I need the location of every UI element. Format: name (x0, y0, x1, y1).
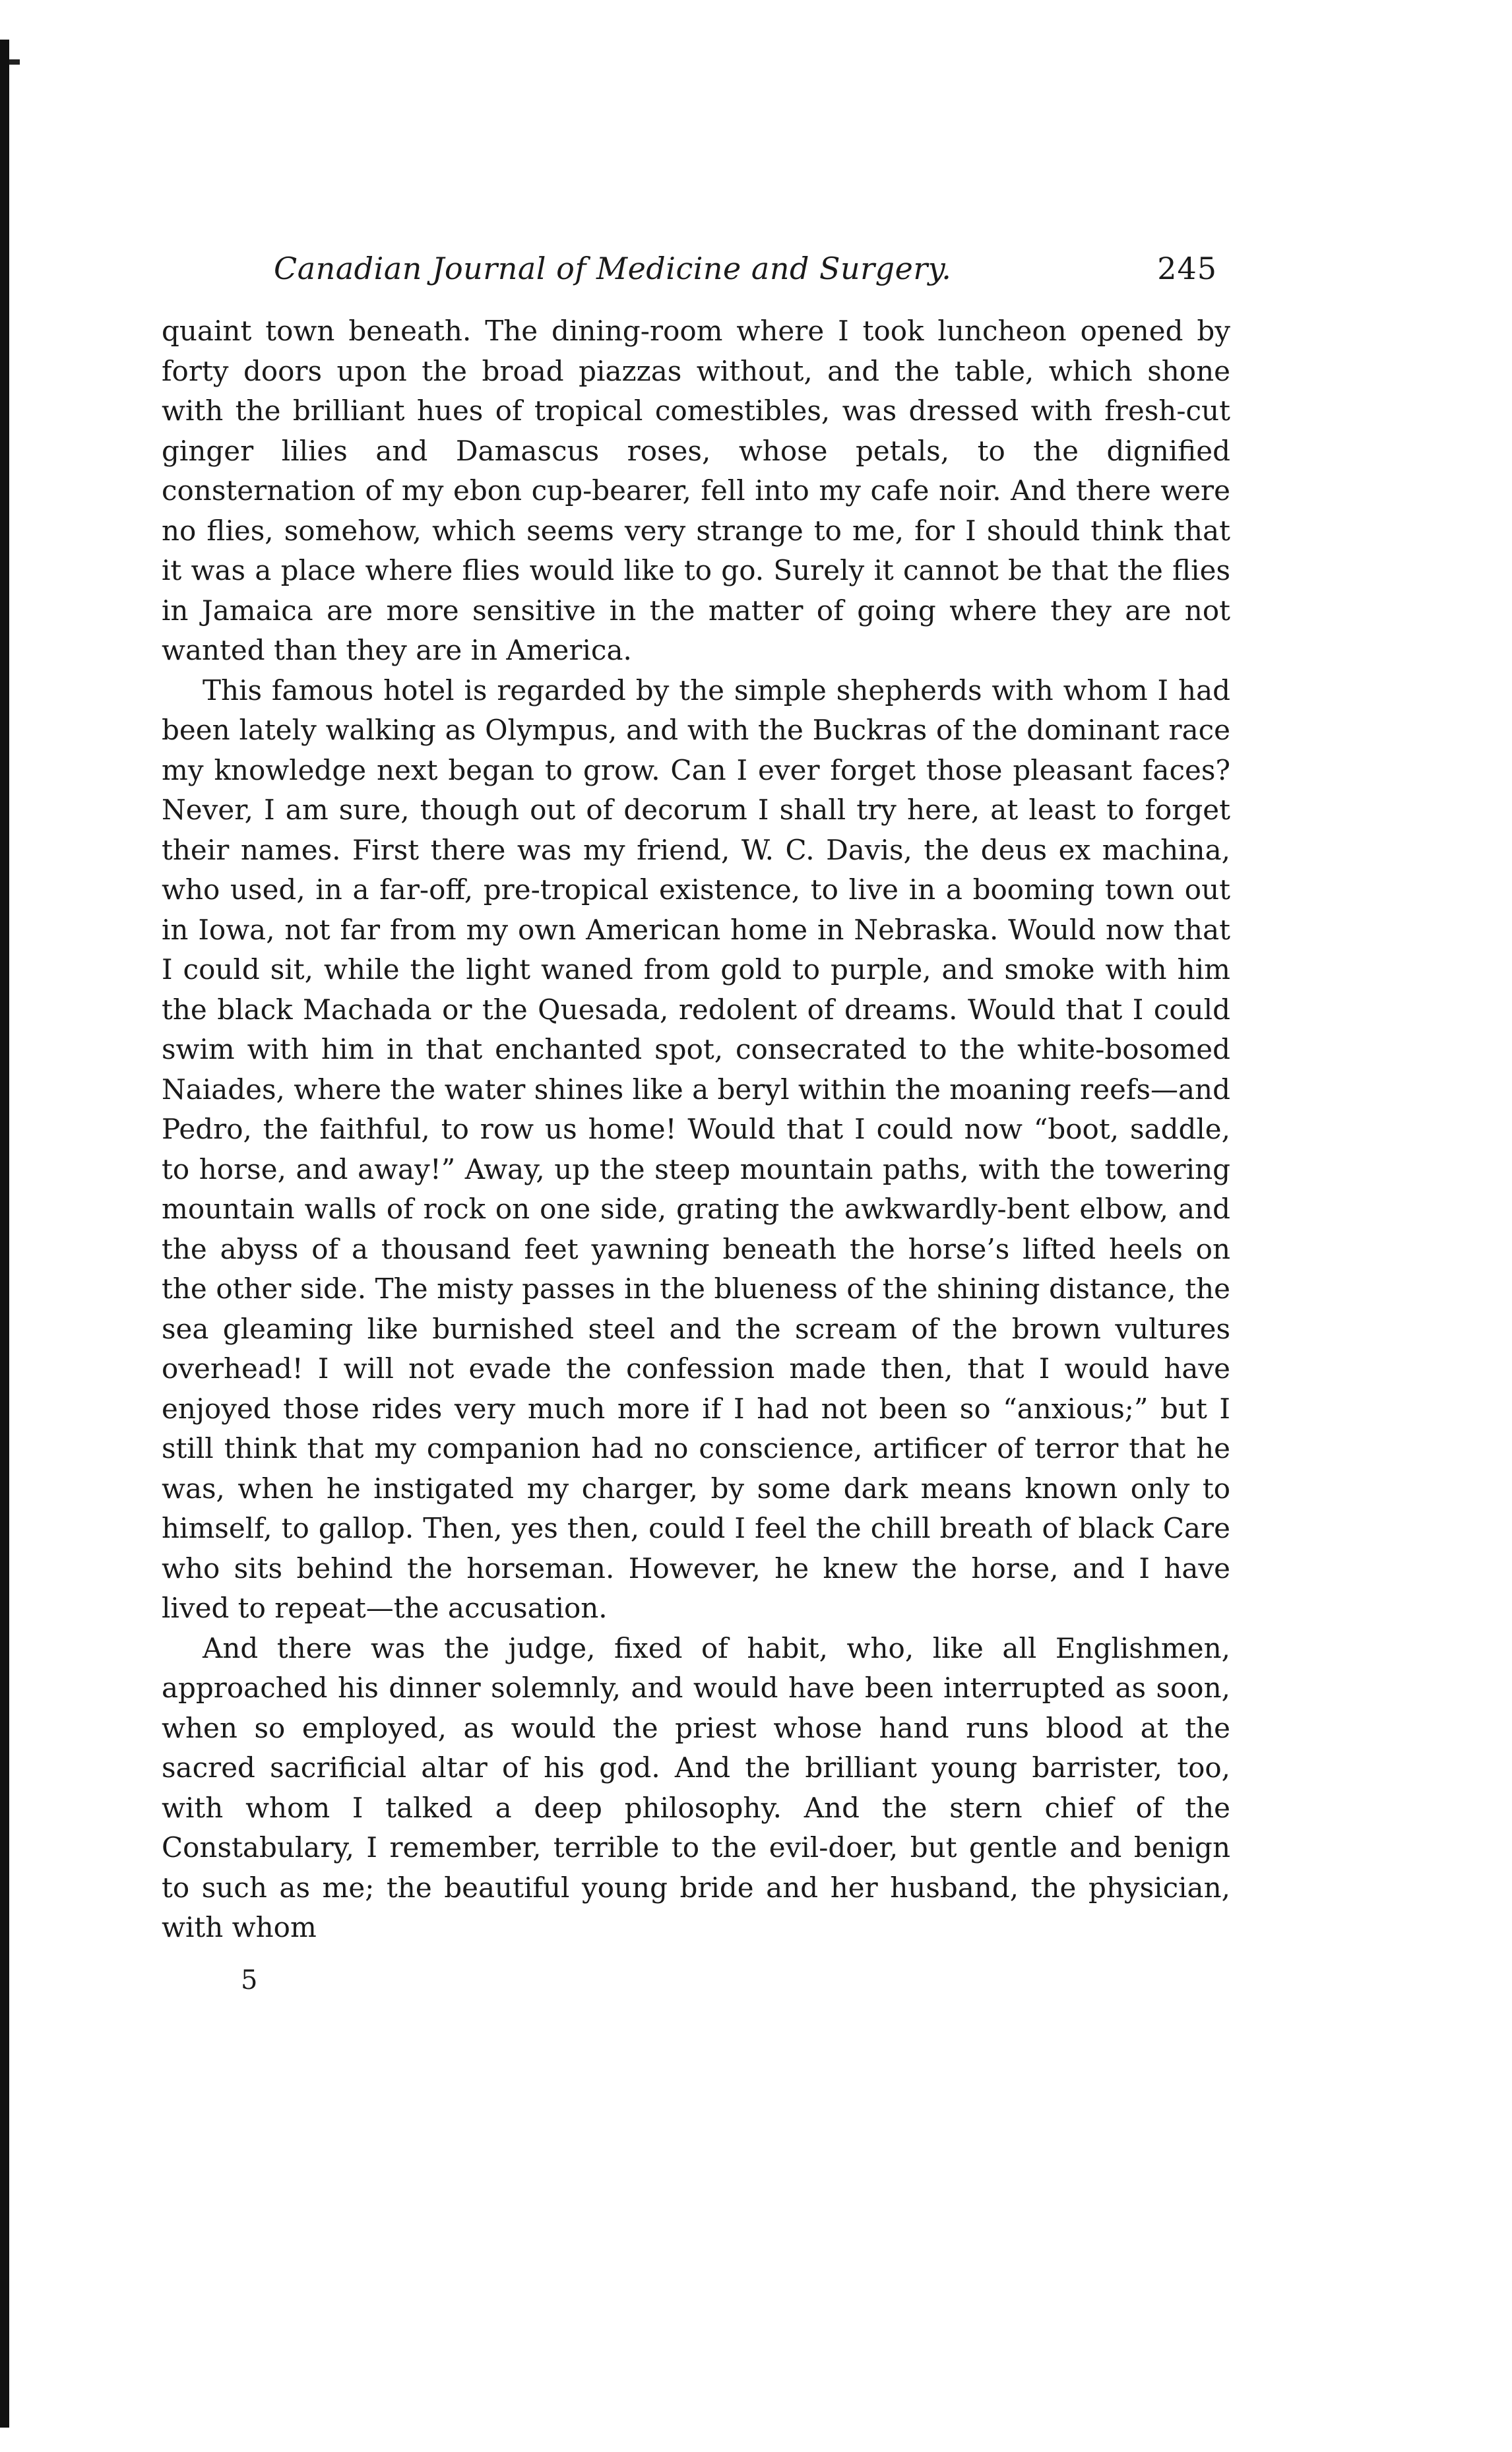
text-body (162, 311, 1230, 1948)
book-page (162, 251, 1230, 1996)
paragraph-2: This famous hotel is regarded by the simple shepherds with whom I had been lately walking as Olympus, and with the Buckras of the dominant race my knowledge next began to grow. Can I ever forget those pleasant faces? Never, I am sure, though out of decorum I shall try here, at least to forget their names. First there was my friend, W. C. Davis, the deus ex machina, who used, in a far-off, pre-tropical existence, to live in a booming town out in Iowa, not far from my own American home in Nebraska. Would now that I could sit, while the light waned from gold to purple, and smoke with him the black Machada or the Quesada, redolent of dreams. Would that I could swim with him in that enchanted spot, consecrated to the white-bosomed Naiades, where the water shines like a beryl within the moaning reefs—and Pedro, the faithful, to row us home! Would that I could now “boot, saddle, to horse, and away!” Away, up the steep mountain paths, with the towering mountain walls of rock on one side, grating the awkwardly-bent elbow, and the abyss of a thousand feet yawning beneath the horse’s lifted heels on the other side. The misty passes in the blueness of the shining distance, the sea gleaming like burnished steel and the scream of the brown vultures overhead! I will not evade the confession made then, that I would have enjoyed those rides very much more if I had not been so “anxious;” but I still think that my companion had no conscience, artificer of terror that he was, when he instigated my charger, by some dark means known only to himself, to gallop. Then, yes then, could I feel the chill breath of black Care who sits behind the horseman. However, he knew the horse, and I have lived to repeat—the accusation. (162, 674, 1230, 1624)
signature-mark: 5 (241, 1965, 258, 1996)
paragraph-1: quaint town beneath. The dining-room where I took luncheon opened by forty doors upon the broad piazzas without, and the table, which shone with the brilliant hues of tropical comestibles, was dressed with fresh-cut ginger lilies and Damascus roses, whose petals, to the dignified consternation of my ebon cup-bearer, fell into my cafe noir. And there were no flies, somehow, which seems very strange to me, for I should think that it was a place where flies would like to go. Surely it cannot be that the flies in Jamaica are more sensitive in the matter of going where they are not wanted than they are in America. (162, 315, 1230, 666)
page-edge-speck (9, 59, 20, 65)
running-header (162, 251, 1230, 286)
running-title: Canadian Journal of Medicine and Surgery. (274, 251, 952, 286)
paragraph-3: And there was the judge, fixed of habit, who, like all Englishmen, approached his dinner solemnly, and would have been interrupted as soon, when so employed, as would the priest whose hand runs blood at the sacred sacrificial altar of his god. And the brilliant young barrister, too, with whom I talked a deep philosophy. And the stern chief of the Constabulary, I remember, terrible to the evil-doer, but gentle and benign to such as me; the beautiful young bride and her husband, the physician, with whom (162, 1631, 1230, 1943)
page-left-edge-shadow (0, 40, 9, 2428)
page-number: 245 (1157, 251, 1217, 286)
